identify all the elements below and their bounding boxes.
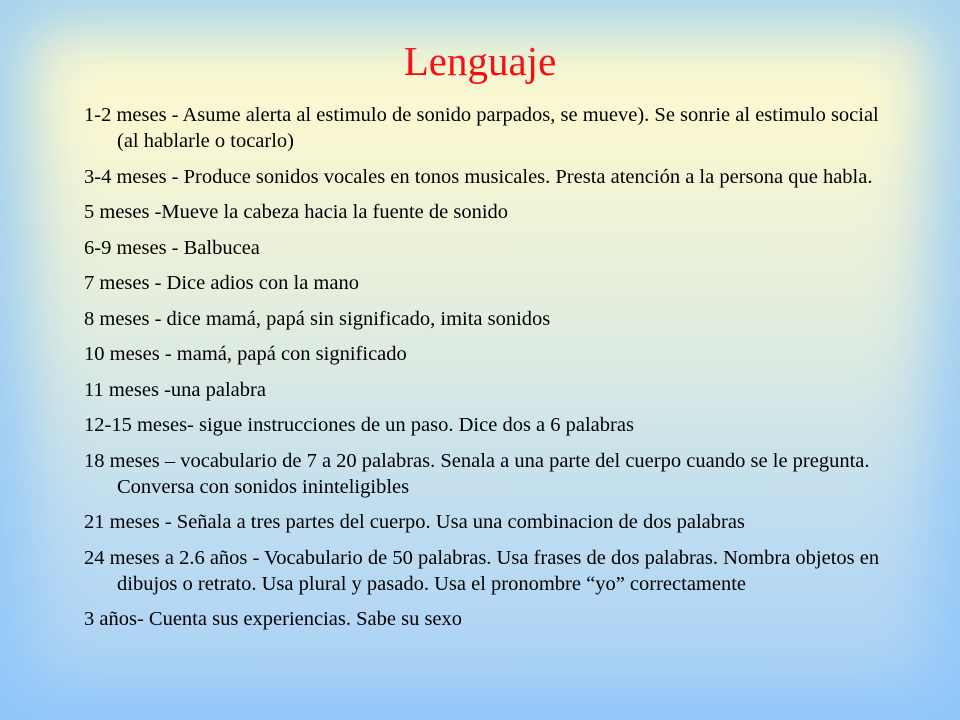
list-item: 11 meses -una palabra <box>84 378 266 401</box>
milestone-list <box>84 102 884 642</box>
list-item: 8 meses - dice mamá, papá sin significado, imita sonidos <box>84 307 551 330</box>
list-item: 6-9 meses - Balbucea <box>84 236 260 259</box>
list-item: 21 meses - Señala a tres partes del cuerpo. Usa una combinacion de dos palabras <box>84 511 745 533</box>
slide-title: Lenguaje <box>403 38 557 84</box>
list-item: 1-2 meses - Asume alerta al estimulo de sonido parpados, se mueve). Se sonrie al estimulo social (al hablarle o tocarlo) <box>84 104 879 152</box>
list-item: 24 meses a 2.6 años - Vocabulario de 50 palabras. Usa frases de dos palabras. Nombra objetos en dibujos o retrato. Usa plural y pasado. Usa el pronombre “yo” correctamente <box>84 546 880 595</box>
list-item: 3-4 meses - Produce sonidos vocales en tonos musicales. Presta atención a la persona que habla. <box>84 165 873 188</box>
list-item: 12-15 meses- sigue instrucciones de un paso. Dice dos a 6 palabras <box>84 414 634 436</box>
list-item: 5 meses -Mueve la cabeza hacia la fuente de sonido <box>84 201 509 223</box>
list-item: 10 meses - mamá, papá con significado <box>84 343 407 365</box>
list-item: 3 años- Cuenta sus experiencias. Sabe su sexo <box>84 608 463 630</box>
list-item: 7 meses - Dice adios con la mano <box>84 272 359 294</box>
list-item: 18 meses – vocabulario de 7 a 20 palabras. Senala a una parte del cuerpo cuando se le pregunta. Conversa con sonidos ininteligibles <box>84 449 870 498</box>
